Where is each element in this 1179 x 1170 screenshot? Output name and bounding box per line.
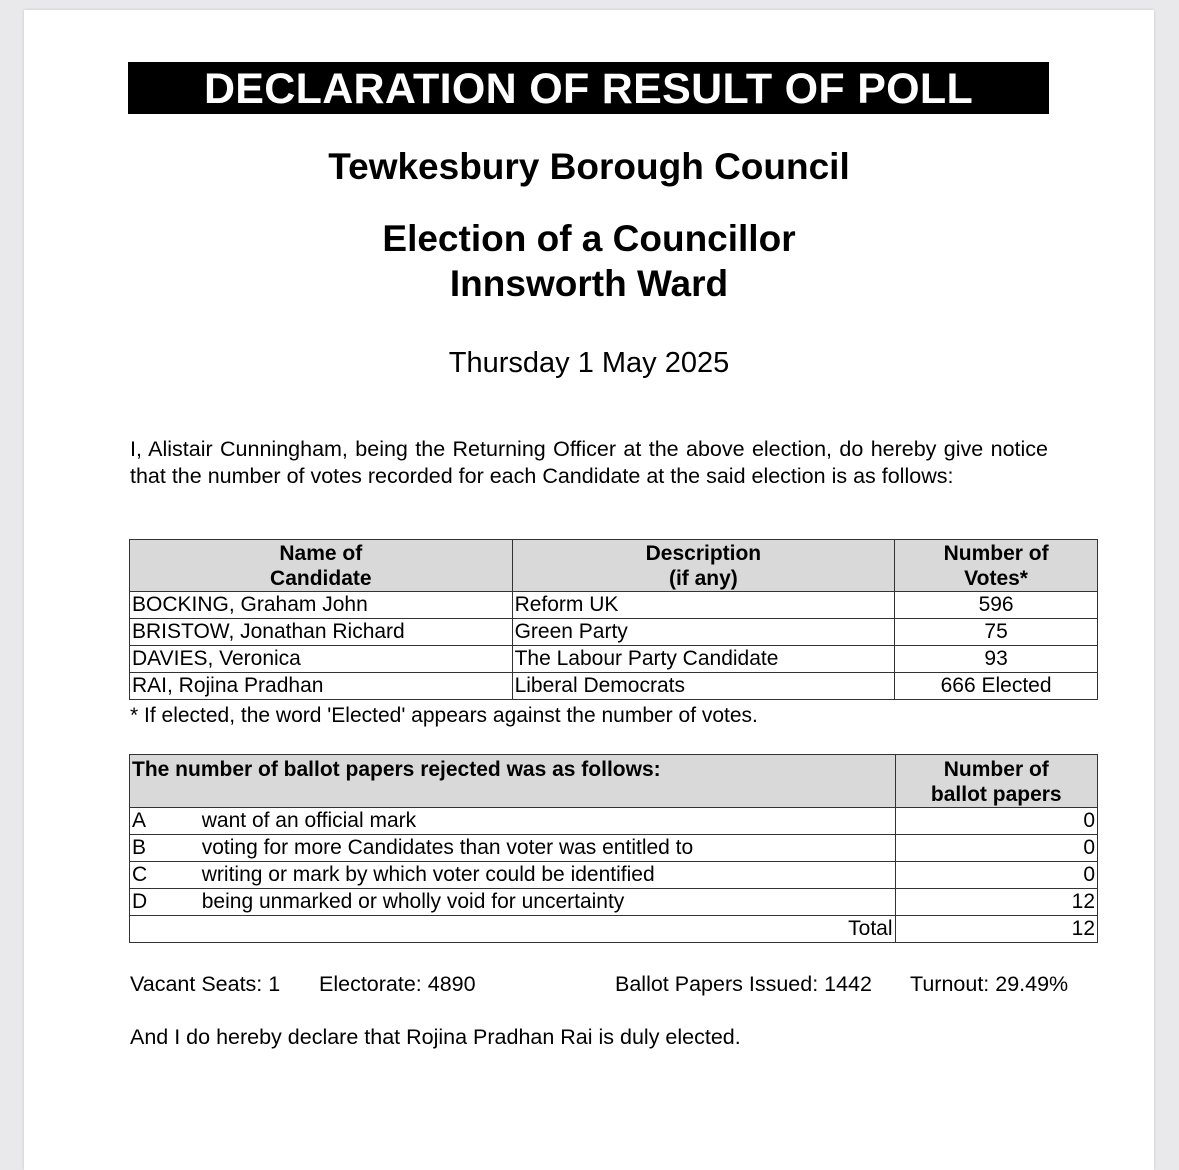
table-row [130, 889, 1098, 916]
table-row [130, 646, 1098, 673]
table-row [130, 619, 1098, 646]
candidate-votes: 666 Elected [895, 673, 1098, 700]
rejection-letter: B [130, 835, 200, 862]
header-text: Votes* [964, 567, 1028, 590]
election-line: Election of a Councillor [382, 218, 796, 259]
votes-column-header [895, 540, 1098, 592]
header-text: (if any) [668, 567, 738, 590]
header-text: Name of [279, 542, 363, 565]
candidate-name: RAI, Rojina Pradhan [130, 673, 513, 700]
ward-name: Innsworth Ward [449, 263, 729, 304]
total-label: Total [130, 916, 896, 943]
candidate-votes: 75 [895, 619, 1098, 646]
declaration-statement: And I do hereby declare that Rojina Pradhan Rai is duly elected. [130, 1025, 741, 1049]
rejection-count: 0 [895, 808, 1097, 835]
ballot-count-header [895, 755, 1097, 808]
candidate-votes: 93 [895, 646, 1098, 673]
rejected-ballots-table [129, 754, 1098, 943]
candidate-description: Reform UK [512, 592, 895, 619]
candidate-votes: 596 [895, 592, 1098, 619]
candidate-name: BOCKING, Graham John [130, 592, 513, 619]
rejection-reason: voting for more Candidates than voter was entitled to [200, 835, 895, 862]
total-row [130, 916, 1098, 943]
ballot-papers-issued: Ballot Papers Issued: 1442 [615, 972, 872, 996]
rejection-reason: want of an official mark [200, 808, 895, 835]
turnout: Turnout: 29.49% [910, 972, 1069, 996]
election-title [24, 216, 1154, 306]
rejection-letter: C [130, 862, 200, 889]
rejected-header-row [130, 755, 1098, 808]
electorate: Electorate: 4890 [319, 972, 476, 996]
candidate-description: Liberal Democrats [512, 673, 895, 700]
header-text: Number of [943, 542, 1049, 565]
poll-date: Thursday 1 May 2025 [448, 347, 730, 379]
rejection-count: 0 [895, 835, 1097, 862]
declaration-banner: DECLARATION OF RESULT OF POLL [128, 62, 1049, 114]
table-row [130, 673, 1098, 700]
vacant-seats: Vacant Seats: 1 [130, 972, 281, 996]
rejection-reason: writing or mark by which voter could be identified [200, 862, 895, 889]
table-row [130, 835, 1098, 862]
header-text: Description [645, 542, 762, 565]
candidate-description: Green Party [512, 619, 895, 646]
description-column-header [512, 540, 895, 592]
rejected-header: The number of ballot papers rejected was as follows: [130, 755, 896, 808]
table-row [130, 592, 1098, 619]
total-count: 12 [895, 916, 1097, 943]
document-page [24, 10, 1154, 1170]
candidate-name: DAVIES, Veronica [130, 646, 513, 673]
rejection-letter: A [130, 808, 200, 835]
rejection-reason: being unmarked or wholly void for uncertainty [200, 889, 895, 916]
council-name: Tewkesbury Borough Council [328, 146, 850, 187]
rejection-count: 0 [895, 862, 1097, 889]
intro-paragraph: I, Alistair Cunningham, being the Returning Officer at the above election, do hereby give notice that the number of votes recorded for each Candidate at the said election is as follows: [130, 437, 1048, 488]
rejection-count: 12 [895, 889, 1097, 916]
name-column-header [130, 540, 513, 592]
rejection-letter: D [130, 889, 200, 916]
candidate-name: BRISTOW, Jonathan Richard [130, 619, 513, 646]
table-row [130, 862, 1098, 889]
votes-footnote: * If elected, the word 'Elected' appears against the number of votes. [130, 704, 758, 727]
header-text: Candidate [270, 567, 372, 590]
candidate-description: The Labour Party Candidate [512, 646, 895, 673]
header-text: ballot papers [930, 783, 1062, 806]
candidates-table [129, 539, 1098, 700]
candidates-header-row [130, 540, 1098, 592]
table-row [130, 808, 1098, 835]
header-text: Number of [943, 758, 1049, 781]
